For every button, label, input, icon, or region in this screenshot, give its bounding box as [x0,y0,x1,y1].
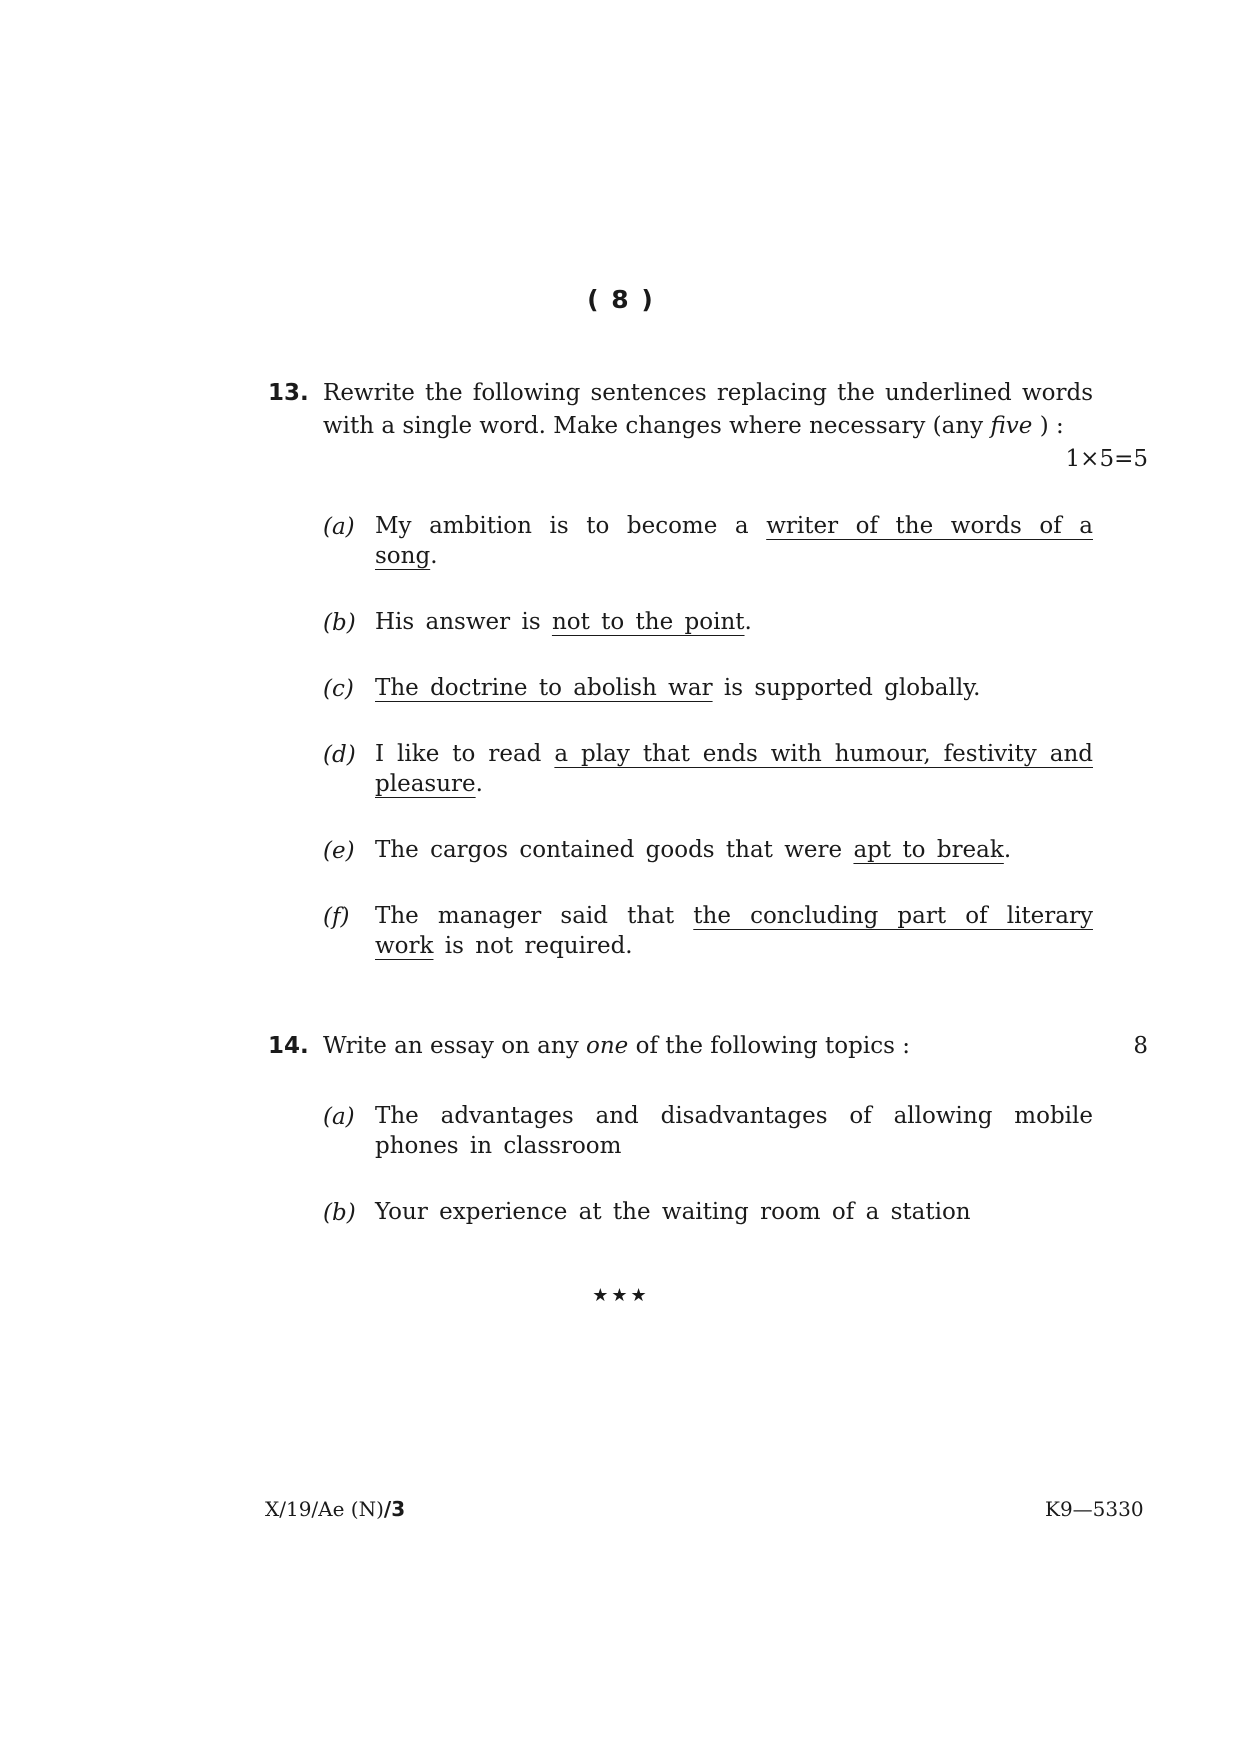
item-label: (b) [323,1200,356,1226]
item-text [375,901,1093,961]
question-text-part: of the following topics : [628,1033,910,1059]
footer-code-text: X/19/Ae (N) [265,1497,384,1521]
end-stars: ★★★ [592,1285,650,1306]
item-label: (b) [323,610,356,636]
underlined-phrase: the concluding part of literary work [375,903,1093,959]
question-14 [268,1030,1148,1227]
item-text-part: His answer is [375,609,552,635]
item-label: (a) [323,514,355,540]
item-e [323,835,1093,865]
item-text-part: . [475,771,483,797]
item-text-part: I like to read [375,741,555,767]
question-items [268,511,1148,961]
item-text: The advantages and disadvantages of allowing mobile phones in classroom [375,1103,1093,1159]
item-text-part: The manager said that [375,903,694,929]
item-text [375,511,1093,571]
question-number: 13. [268,380,309,406]
item-text-part: My ambition is to become a [375,513,767,539]
marks: 1×5=5 [1065,446,1148,472]
item-a [323,1101,1093,1161]
item-text [375,673,1093,703]
underlined-phrase: writer of the words of a song [375,513,1093,569]
item-text-part: . [1003,837,1012,863]
question-text-part: ) : [1032,413,1064,439]
item-text: Your experience at the waiting room of a station [375,1199,971,1225]
question-13 [268,377,1148,961]
item-f [323,901,1093,961]
item-d [323,739,1093,799]
question-text-emphasis: five [990,413,1033,439]
underlined-phrase: a play that ends with humour, festivity and pleasure [375,741,1093,797]
question-text [323,377,1093,443]
underlined-phrase: apt to break [853,837,1004,863]
item-text-part: The cargos contained goods that were [375,837,854,863]
item-text-part: is supported globally. [712,675,981,701]
item-text-part: . [430,543,438,569]
item-text [375,607,1093,637]
item-label: (d) [323,742,356,768]
item-label: (e) [323,838,355,864]
underlined-phrase: The doctrine to abolish war [375,675,713,701]
item-label: (a) [323,1104,355,1130]
item-b [323,1197,1093,1227]
item-text-part: . [744,609,752,635]
marks: 8 [1133,1033,1148,1059]
question-text-emphasis: one [586,1033,629,1059]
item-text [375,835,1093,865]
question-number: 14. [268,1033,309,1059]
question-text-part: Write an essay on any [323,1033,586,1059]
question-items [268,1101,1148,1227]
item-a [323,511,1093,571]
page-number: ( 8 ) [587,285,655,314]
question-text-part: Rewrite the following sentences replacing the underlined words with a single word. Make changes where necessary (any [323,380,1093,439]
item-label: (f) [323,904,350,930]
item-c [323,673,1093,703]
footer-page-index: /3 [383,1497,406,1521]
item-label: (c) [323,676,354,702]
item-b [323,607,1093,637]
footer-code-left [265,1497,405,1521]
footer-code-right: K9—5330 [1045,1497,1144,1521]
item-text [375,739,1093,799]
item-text-part: is not required. [433,933,633,959]
underlined-phrase: not to the point [551,609,745,635]
question-text [323,1030,1093,1063]
